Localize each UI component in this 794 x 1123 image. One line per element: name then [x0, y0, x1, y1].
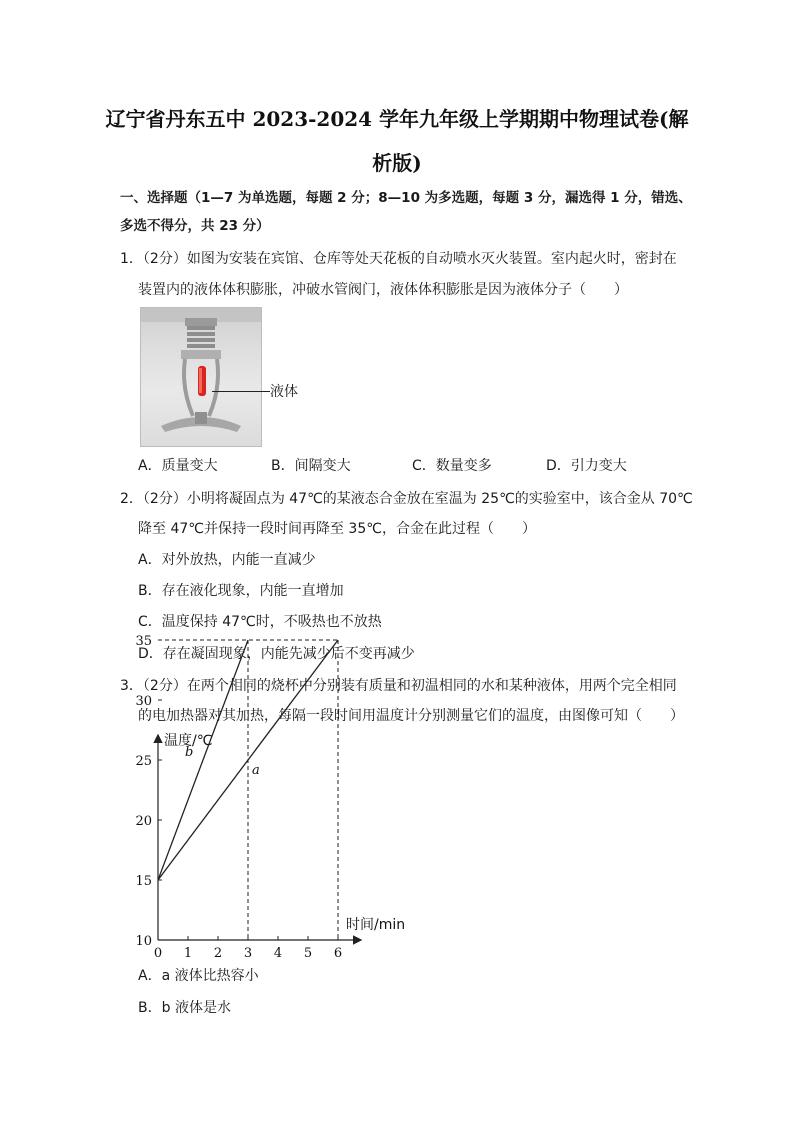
- y-axis-label: 温度/℃: [164, 733, 213, 749]
- page-title-line1: 辽宁省丹东五中 2023-2024 学年九年级上学期期中物理试卷(解: [105, 107, 689, 131]
- y-tick-label: 25: [135, 754, 152, 769]
- q3-stem-line2: 的电加热器对其加热，每隔一段时间用温度计分别测量它们的温度，由图像可知（ ）: [138, 708, 684, 724]
- q3-option-a[interactable]: A．a 液体比热容小: [138, 968, 259, 984]
- q1-stem-line1: 1．（2分）如图为安装在宾馆、仓库等处天花板的自动喷水灭火装置。室内起火时，密封在: [120, 251, 677, 267]
- y-tick-label: 20: [135, 814, 152, 829]
- figure-label-liquid: 液体: [270, 384, 298, 400]
- q1-options: [138, 456, 627, 476]
- x-tick-label: 6: [333, 946, 343, 961]
- y-tick-label: 35: [135, 634, 152, 649]
- sprinkler-illustration: [141, 308, 261, 446]
- x-axis-label: 时间/min: [346, 917, 406, 933]
- q1-option-a[interactable]: A．质量变大: [138, 458, 218, 474]
- x-tick-label: 2: [213, 946, 223, 961]
- y-tick-label: 15: [135, 874, 152, 889]
- x-tick-label: 5: [303, 946, 313, 961]
- sprinkler-photo: [140, 307, 262, 447]
- q1-option-c[interactable]: C．数量变多: [412, 458, 492, 474]
- page-title-line2: 析版): [372, 151, 422, 175]
- series-label-b: b: [185, 745, 194, 760]
- x-tick-label: 0: [153, 946, 163, 961]
- q1-option-d[interactable]: D．引力变大: [546, 458, 627, 474]
- q1-stem-line2: 装置内的液体体积膨胀，冲破水管阀门，液体体积膨胀是因为液体分子（ ）: [138, 282, 628, 298]
- q2-option-b[interactable]: B．存在液化现象，内能一直增加: [138, 583, 344, 599]
- x-tick-label: 4: [273, 946, 283, 961]
- y-tick-label: 30: [135, 694, 152, 709]
- q2-stem-line2: 降至 47℃并保持一段时间再降至 35℃，合金在此过程（ ）: [138, 521, 536, 537]
- q3-stem-line1: 3．（2分）在两个相同的烧杯中分别装有质量和初温相同的水和某种液体，用两个完全相同: [120, 678, 677, 694]
- q1-option-b[interactable]: B．间隔变大: [271, 458, 351, 474]
- figure-callout-line: [212, 391, 270, 392]
- x-tick-label: 3: [243, 946, 253, 961]
- q2-option-c[interactable]: C．温度保持 47℃时，不吸热也不放热: [138, 614, 382, 630]
- q3-option-b[interactable]: B．b 液体是水: [138, 1000, 231, 1016]
- series-label-a: a: [252, 763, 260, 778]
- section-heading-line2: 多选不得分，共 23 分）: [120, 218, 270, 234]
- x-tick-label: 1: [183, 946, 193, 961]
- q2-stem-line1: 2．（2分）小明将凝固点为 47℃的某液态合金放在室温为 25℃的实验室中，该合金从 70℃: [120, 491, 693, 507]
- q2-option-a[interactable]: A．对外放热，内能一直减少: [138, 552, 316, 568]
- q2-option-d[interactable]: D．存在凝固现象，内能先减少后不变再减少: [138, 646, 415, 662]
- y-tick-label: 10: [135, 934, 152, 949]
- section-heading-line1: 一、选择题（1—7 为单选题，每题 2 分；8—10 为多选题，每题 3 分，漏选得 1 分，错选、: [120, 190, 692, 206]
